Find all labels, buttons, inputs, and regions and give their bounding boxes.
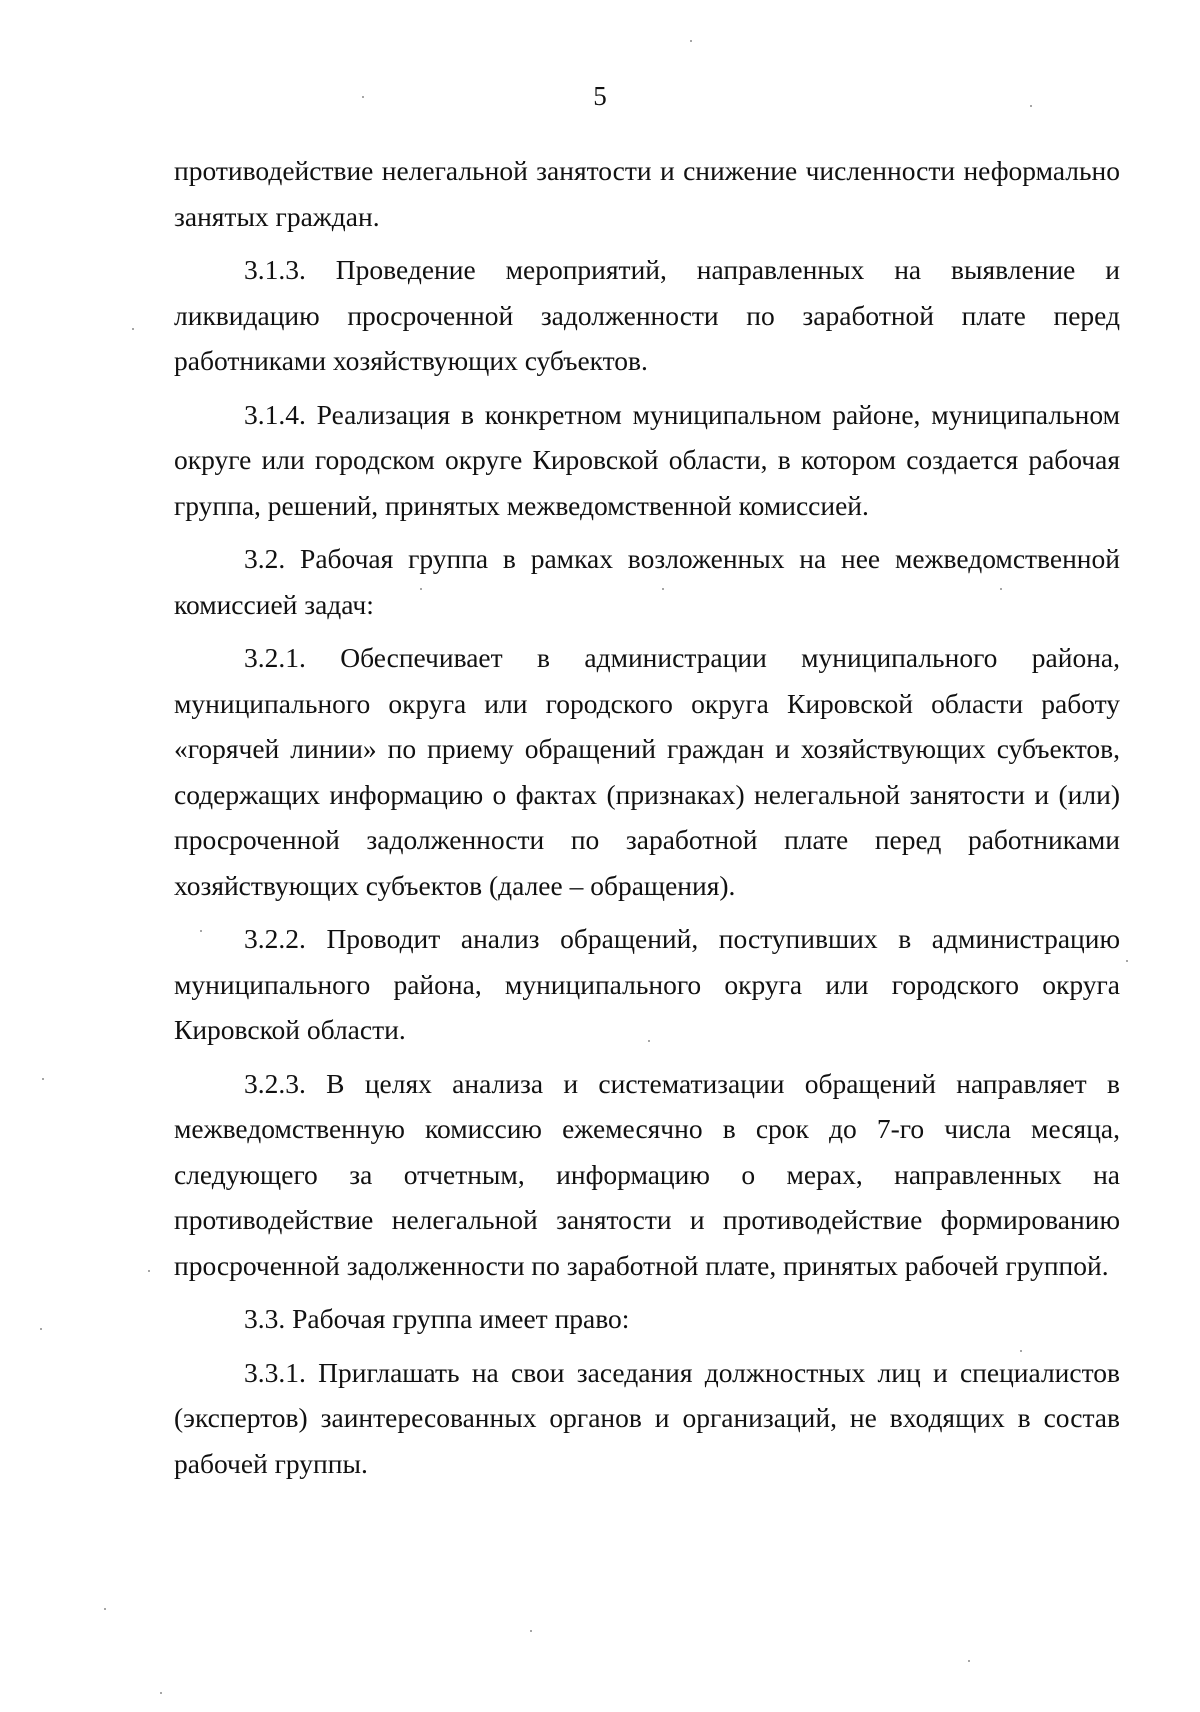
scan-speck [1020,1350,1022,1352]
scan-speck [662,588,664,590]
paragraph-3-1-3: 3.1.3. Проведение мероприятий, направленных на выявление и ликвидацию просроченной задолженности по заработной плате перед работниками хозяйствующих субъектов. [174,254,1120,376]
scan-speck [420,588,422,590]
paragraph-3-2-2: 3.2.2. Проводит анализ обращений, поступивших в администрацию муниципального района, муниципального округа или городского округа Кировской области. [174,923,1120,1045]
paragraph-3-1-4: 3.1.4. Реализация в конкретном муниципальном районе, муниципальном округе или городском округе Кировской области, в котором создается рабочая группа, решений, принятых межведомственной комиссией. [174,398,1120,521]
page-number: 5 [593,81,607,111]
scan-speck [690,40,692,42]
scan-speck [1000,588,1002,590]
scan-speck [200,930,202,932]
scan-speck [530,1630,532,1632]
scan-speck [968,1660,970,1662]
scan-speck [40,1328,42,1330]
scan-speck [362,96,364,98]
scan-speck [148,1270,150,1272]
scan-speck [132,328,134,330]
scan-speck [1126,960,1128,962]
scan-speck [42,1078,44,1080]
scan-speck [648,1040,650,1042]
scan-speck [104,1608,106,1610]
scan-speck [160,1692,162,1694]
paragraph-3-3-1: 3.3.1. Приглашать на свои заседания должностных лиц и специалистов (экспертов) заинтересованных органов и организаций, не входящих в состав рабочей группы. [174,1356,1120,1479]
paragraph-3-2-3: 3.2.3. В целях анализа и систематизации обращений направляет в межведомственную комиссию ежемесячно в срок до 7-го числа месяца, следующего за отчетным, информацию о мерах, направленных на противодействие нелегальной занятости и противодействие формированию просроченной задолженности по заработной плате, принятых рабочей группой. [174,1067,1120,1281]
scan-speck [1030,105,1032,107]
document-body [174,148,1120,1494]
paragraph: противодействие нелегальной занятости и снижение численности неформально занятых граждан. [174,155,1120,232]
paragraph-3-3: 3.3. Рабочая группа имеет право: [244,1303,630,1334]
paragraph-3-2: 3.2. Рабочая группа в рамках возложенных на нее межведомственной комиссией задач: [174,543,1120,620]
paragraph-3-2-1: 3.2.1. Обеспечивает в администрации муниципального района, муниципального округа или городского округа Кировской области работу «горячей линии» по приему обращений граждан и хозяйствующих субъектов, содержащих информацию о фактах (признаках) нелегальной занятости и (или) просроченной задолженности по заработной плате перед работниками хозяйствующих субъектов (далее – обращения). [174,642,1120,901]
